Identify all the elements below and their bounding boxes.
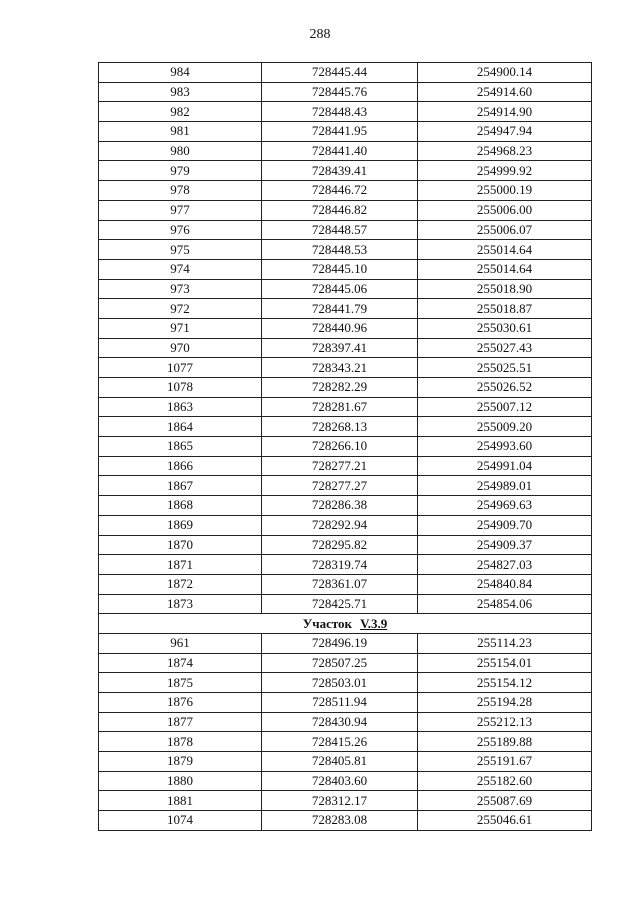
table-row — [99, 181, 592, 201]
table-row — [99, 437, 592, 457]
x-coordinate-cell: 728441.40 — [262, 141, 418, 161]
y-coordinate-cell: 255154.12 — [418, 673, 592, 693]
table-row — [99, 299, 592, 319]
y-coordinate-cell: 255007.12 — [418, 397, 592, 417]
table-row — [99, 633, 592, 653]
y-coordinate-cell: 254968.23 — [418, 141, 592, 161]
table-row — [99, 574, 592, 594]
x-coordinate-cell: 728415.26 — [262, 732, 418, 752]
table-row — [99, 200, 592, 220]
point-number-cell: 1863 — [99, 397, 262, 417]
y-coordinate-cell: 255087.69 — [418, 791, 592, 811]
y-coordinate-cell: 255194.28 — [418, 693, 592, 713]
x-coordinate-cell: 728441.95 — [262, 122, 418, 142]
x-coordinate-cell: 728440.96 — [262, 318, 418, 338]
point-number-cell: 1074 — [99, 811, 262, 831]
y-coordinate-cell: 254999.92 — [418, 161, 592, 181]
x-coordinate-cell: 728319.74 — [262, 555, 418, 575]
point-number-cell: 1881 — [99, 791, 262, 811]
x-coordinate-cell: 728448.53 — [262, 240, 418, 260]
point-number-cell: 1879 — [99, 752, 262, 772]
table-row — [99, 752, 592, 772]
point-number-cell: 972 — [99, 299, 262, 319]
point-number-cell: 982 — [99, 102, 262, 122]
point-number-cell: 1865 — [99, 437, 262, 457]
table-row — [99, 318, 592, 338]
table-row — [99, 63, 592, 83]
section-header-row — [99, 614, 592, 634]
point-number-cell: 1864 — [99, 417, 262, 437]
table-row — [99, 397, 592, 417]
y-coordinate-cell: 255114.23 — [418, 633, 592, 653]
point-number-cell: 1078 — [99, 378, 262, 398]
y-coordinate-cell: 254854.06 — [418, 594, 592, 614]
x-coordinate-cell: 728507.25 — [262, 653, 418, 673]
x-coordinate-cell: 728283.08 — [262, 811, 418, 831]
point-number-cell: 983 — [99, 82, 262, 102]
point-number-cell: 1880 — [99, 771, 262, 791]
y-coordinate-cell: 255014.64 — [418, 259, 592, 279]
x-coordinate-cell: 728446.82 — [262, 200, 418, 220]
x-coordinate-cell: 728448.57 — [262, 220, 418, 240]
point-number-cell: 970 — [99, 338, 262, 358]
section-header-group — [99, 614, 592, 634]
y-coordinate-cell: 255018.87 — [418, 299, 592, 319]
x-coordinate-cell: 728312.17 — [262, 791, 418, 811]
y-coordinate-cell: 255182.60 — [418, 771, 592, 791]
y-coordinate-cell: 254914.60 — [418, 82, 592, 102]
y-coordinate-cell: 255006.00 — [418, 200, 592, 220]
table-row — [99, 378, 592, 398]
point-number-cell: 978 — [99, 181, 262, 201]
y-coordinate-cell: 255189.88 — [418, 732, 592, 752]
point-number-cell: 1875 — [99, 673, 262, 693]
table-row — [99, 693, 592, 713]
y-coordinate-cell: 255018.90 — [418, 279, 592, 299]
point-number-cell: 1878 — [99, 732, 262, 752]
point-number-cell: 1877 — [99, 712, 262, 732]
x-coordinate-cell: 728277.27 — [262, 476, 418, 496]
table-row — [99, 555, 592, 575]
x-coordinate-cell: 728496.19 — [262, 633, 418, 653]
point-number-cell: 1873 — [99, 594, 262, 614]
point-number-cell: 979 — [99, 161, 262, 181]
table-row — [99, 279, 592, 299]
table-row — [99, 771, 592, 791]
table-row — [99, 82, 592, 102]
coordinates-table-body-part2 — [99, 633, 592, 830]
y-coordinate-cell: 255046.61 — [418, 811, 592, 831]
y-coordinate-cell: 255014.64 — [418, 240, 592, 260]
table-row — [99, 653, 592, 673]
table-row — [99, 338, 592, 358]
table-row — [99, 161, 592, 181]
point-number-cell: 1872 — [99, 574, 262, 594]
table-row — [99, 811, 592, 831]
point-number-cell: 1870 — [99, 535, 262, 555]
x-coordinate-cell: 728445.10 — [262, 259, 418, 279]
y-coordinate-cell: 255000.19 — [418, 181, 592, 201]
y-coordinate-cell: 254989.01 — [418, 476, 592, 496]
point-number-cell: 975 — [99, 240, 262, 260]
point-number-cell: 1874 — [99, 653, 262, 673]
x-coordinate-cell: 728266.10 — [262, 437, 418, 457]
table-row — [99, 673, 592, 693]
y-coordinate-cell: 254909.70 — [418, 515, 592, 535]
x-coordinate-cell: 728403.60 — [262, 771, 418, 791]
x-coordinate-cell: 728445.44 — [262, 63, 418, 83]
x-coordinate-cell: 728277.21 — [262, 456, 418, 476]
x-coordinate-cell: 728441.79 — [262, 299, 418, 319]
x-coordinate-cell: 728445.76 — [262, 82, 418, 102]
x-coordinate-cell: 728511.94 — [262, 693, 418, 713]
table-row — [99, 259, 592, 279]
point-number-cell: 974 — [99, 259, 262, 279]
table-row — [99, 476, 592, 496]
point-number-cell: 961 — [99, 633, 262, 653]
point-number-cell: 984 — [99, 63, 262, 83]
x-coordinate-cell: 728292.94 — [262, 515, 418, 535]
x-coordinate-cell: 728397.41 — [262, 338, 418, 358]
section-header-cell — [99, 614, 592, 634]
y-coordinate-cell: 255191.67 — [418, 752, 592, 772]
x-coordinate-cell: 728343.21 — [262, 358, 418, 378]
table-row — [99, 515, 592, 535]
y-coordinate-cell: 254991.04 — [418, 456, 592, 476]
table-row — [99, 122, 592, 142]
point-number-cell: 973 — [99, 279, 262, 299]
x-coordinate-cell: 728286.38 — [262, 496, 418, 516]
x-coordinate-cell: 728448.43 — [262, 102, 418, 122]
coordinates-table — [98, 62, 592, 831]
x-coordinate-cell: 728439.41 — [262, 161, 418, 181]
table-row — [99, 102, 592, 122]
y-coordinate-cell: 254827.03 — [418, 555, 592, 575]
table-row — [99, 791, 592, 811]
section-label: Участок — [302, 615, 353, 631]
x-coordinate-cell: 728445.06 — [262, 279, 418, 299]
table-row — [99, 712, 592, 732]
y-coordinate-cell: 254909.37 — [418, 535, 592, 555]
point-number-cell: 976 — [99, 220, 262, 240]
table-row — [99, 594, 592, 614]
y-coordinate-cell: 255006.07 — [418, 220, 592, 240]
table-row — [99, 535, 592, 555]
point-number-cell: 1871 — [99, 555, 262, 575]
point-number-cell: 1876 — [99, 693, 262, 713]
point-number-cell: 980 — [99, 141, 262, 161]
y-coordinate-cell: 255212.13 — [418, 712, 592, 732]
coordinates-table-body-part1 — [99, 63, 592, 614]
table-row — [99, 456, 592, 476]
y-coordinate-cell: 254914.90 — [418, 102, 592, 122]
point-number-cell: 1868 — [99, 496, 262, 516]
y-coordinate-cell: 254947.94 — [418, 122, 592, 142]
x-coordinate-cell: 728268.13 — [262, 417, 418, 437]
x-coordinate-cell: 728405.81 — [262, 752, 418, 772]
y-coordinate-cell: 255009.20 — [418, 417, 592, 437]
table-row — [99, 496, 592, 516]
table-row — [99, 732, 592, 752]
point-number-cell: 981 — [99, 122, 262, 142]
point-number-cell: 1077 — [99, 358, 262, 378]
table-row — [99, 220, 592, 240]
x-coordinate-cell: 728281.67 — [262, 397, 418, 417]
x-coordinate-cell: 728430.94 — [262, 712, 418, 732]
page-number: 288 — [309, 27, 331, 42]
point-number-cell: 1869 — [99, 515, 262, 535]
x-coordinate-cell: 728446.72 — [262, 181, 418, 201]
table-row — [99, 417, 592, 437]
x-coordinate-cell: 728282.29 — [262, 378, 418, 398]
x-coordinate-cell: 728361.07 — [262, 574, 418, 594]
y-coordinate-cell: 254840.84 — [418, 574, 592, 594]
y-coordinate-cell: 255026.52 — [418, 378, 592, 398]
y-coordinate-cell: 255025.51 — [418, 358, 592, 378]
point-number-cell: 977 — [99, 200, 262, 220]
y-coordinate-cell: 254900.14 — [418, 63, 592, 83]
x-coordinate-cell: 728295.82 — [262, 535, 418, 555]
x-coordinate-cell: 728425.71 — [262, 594, 418, 614]
section-id: V.3.9 — [360, 615, 388, 631]
y-coordinate-cell: 254993.60 — [418, 437, 592, 457]
table-row — [99, 240, 592, 260]
y-coordinate-cell: 255027.43 — [418, 338, 592, 358]
table-row — [99, 358, 592, 378]
point-number-cell: 1866 — [99, 456, 262, 476]
x-coordinate-cell: 728503.01 — [262, 673, 418, 693]
point-number-cell: 1867 — [99, 476, 262, 496]
y-coordinate-cell: 255030.61 — [418, 318, 592, 338]
y-coordinate-cell: 254969.63 — [418, 496, 592, 516]
point-number-cell: 971 — [99, 318, 262, 338]
y-coordinate-cell: 255154.01 — [418, 653, 592, 673]
table-row — [99, 141, 592, 161]
